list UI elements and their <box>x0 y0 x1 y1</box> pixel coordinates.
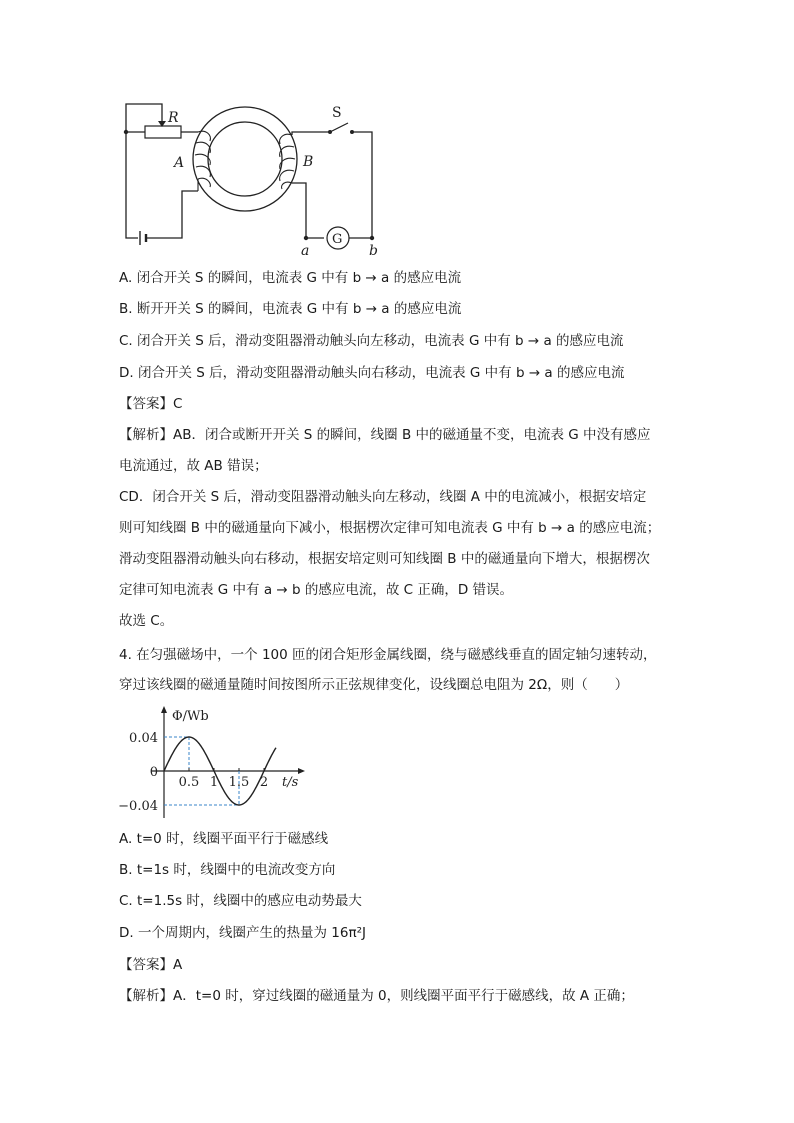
toroid-inner <box>208 122 282 196</box>
y-axis-arrow-icon <box>161 706 167 713</box>
q3-option-a: A. 闭合开关 S 的瞬间，电流表 G 中有 b → a 的感应电流 <box>119 270 462 286</box>
label-b-coil: B <box>303 154 314 170</box>
q3-analysis-line-3: CD．闭合开关 S 后，滑动变阻器滑动触头向左移动，线圈 A 中的电流减小，根据安培定 <box>119 489 647 505</box>
label-b-terminal: b <box>369 243 378 259</box>
x-tick-label-2: 2 <box>259 775 269 790</box>
q3-analysis-line-4: 则可知线圈 B 中的磁通量向下减小，根据楞次定律可知电流表 G 中有 b → a 的感应电流； <box>119 520 661 536</box>
q4-stem-line-2: 穿过该线圈的磁通量随时间按图所示正弦规律变化，设线圈总电阻为 2Ω，则（ ） <box>119 677 629 693</box>
x-tick-label-0.5: 0.5 <box>178 775 200 790</box>
x-axis-arrow-icon <box>298 768 305 774</box>
circuit-diagram <box>110 95 400 260</box>
q4-stem-line-1: 4. 在匀强磁场中，一个 100 匝的闭合矩形金属线圈，绕与磁感线垂直的固定轴匀速转动， <box>119 647 657 663</box>
x-tick-label-1.5: 1.5 <box>228 775 250 790</box>
q4-answer: 【答案】A <box>119 957 183 973</box>
q4-option-d: D. 一个周期内，线圈产生的热量为 16π²J <box>119 925 366 941</box>
q4-analysis-line-1: 【解析】A．t=0 时，穿过线圈的磁通量为 0，则线圈平面平行于磁感线，故 A 正确； <box>119 988 634 1004</box>
rheostat <box>145 126 181 138</box>
q3-option-b: B. 断开开关 S 的瞬间，电流表 G 中有 b → a 的感应电流 <box>119 301 462 317</box>
q3-option-c: C. 闭合开关 S 后，滑动变阻器滑动触头向左移动，电流表 G 中有 b → a 的感应电流 <box>119 333 624 349</box>
q3-analysis-line-7: 故选 C。 <box>119 613 174 629</box>
q3-analysis-line-2: 电流通过，故 AB 错误； <box>119 458 268 474</box>
q3-analysis-line-1: 【解析】AB．闭合或断开开关 S 的瞬间，线圈 B 中的磁通量不变，电流表 G 中没有感应 <box>119 427 651 443</box>
wire-left <box>126 132 138 238</box>
label-a-coil: A <box>174 155 185 171</box>
label-r: R <box>168 110 179 126</box>
x-axis-label: t/s <box>282 775 299 790</box>
q3-option-d: D. 闭合开关 S 后，滑动变阻器滑动触头向右移动，电流表 G 中有 b → a 的感应电流 <box>119 365 625 381</box>
y-tick-label-0: 0.04 <box>129 731 158 746</box>
x-tick-label-1: 1 <box>209 775 219 790</box>
q4-option-a: A. t=0 时，线圈平面平行于磁感线 <box>119 831 329 847</box>
label-g: G <box>332 232 343 247</box>
switch-blade <box>330 123 348 132</box>
label-s: S <box>332 105 342 121</box>
y-tick-label-1: 0 <box>149 765 158 780</box>
q3-analysis-line-6: 定律可知电流表 G 中有 a → b 的感应电流，故 C 正确，D 错误。 <box>119 582 514 598</box>
q4-option-c: C. t=1.5s 时，线圈中的感应电动势最大 <box>119 893 362 909</box>
q3-answer: 【答案】C <box>119 396 183 412</box>
flux-chart <box>112 702 312 824</box>
y-axis-label: Φ/Wb <box>172 709 209 724</box>
y-tick-label-2: −0.04 <box>118 799 158 814</box>
rheostat-slider <box>126 104 162 132</box>
q4-option-b: B. t=1s 时，线圈中的电流改变方向 <box>119 862 336 878</box>
q3-analysis-line-5: 滑动变阻器滑动触头向右移动，根据安培定则可知线圈 B 中的磁通量向下增大，根据楞次 <box>119 551 650 567</box>
label-a-terminal: a <box>301 243 310 259</box>
